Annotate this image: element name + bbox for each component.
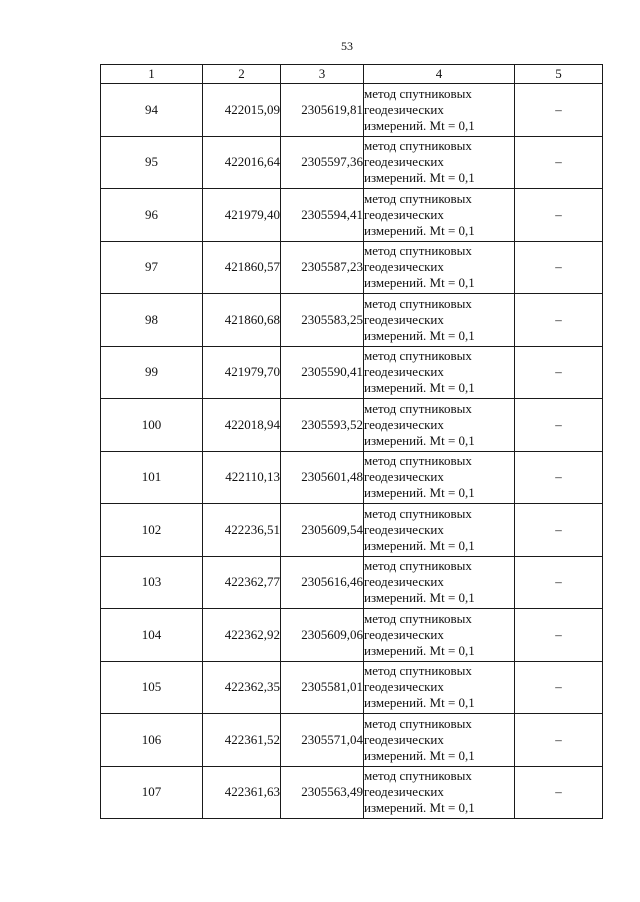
point-number: 101 [101,451,203,504]
column-header-2: 2 [203,65,281,84]
coordinate-y: 2305581,01 [281,661,364,714]
coordinate-x: 422362,35 [203,661,281,714]
table-row [101,556,603,609]
point-number: 94 [101,84,203,137]
note-cell: – [515,399,603,452]
coordinate-y: 2305590,41 [281,346,364,399]
table-row [101,346,603,399]
column-header-1: 1 [101,65,203,84]
point-number: 98 [101,294,203,347]
coordinate-y: 2305571,04 [281,714,364,767]
column-header-3: 3 [281,65,364,84]
note-cell: – [515,504,603,557]
table-row [101,714,603,767]
column-header-5: 5 [515,65,603,84]
note-cell: – [515,241,603,294]
point-number: 97 [101,241,203,294]
note-cell: – [515,136,603,189]
method-description: метод спутниковых геодезических измерений. Mt = 0,1 [364,766,515,819]
coordinate-x: 422016,64 [203,136,281,189]
note-cell: – [515,451,603,504]
table-body [101,84,603,819]
coordinate-x: 422018,94 [203,399,281,452]
table-header-row [101,65,603,84]
note-cell: – [515,556,603,609]
note-cell: – [515,84,603,137]
table-row [101,294,603,347]
coordinate-x: 422361,52 [203,714,281,767]
coordinate-y: 2305609,54 [281,504,364,557]
method-description: метод спутниковых геодезических измерений. Mt = 0,1 [364,84,515,137]
coordinate-x: 421860,57 [203,241,281,294]
note-cell: – [515,714,603,767]
note-cell: – [515,609,603,662]
method-description: метод спутниковых геодезических измерений. Mt = 0,1 [364,241,515,294]
coordinate-y: 2305609,06 [281,609,364,662]
point-number: 105 [101,661,203,714]
coordinate-y: 2305619,81 [281,84,364,137]
coordinate-x: 422362,77 [203,556,281,609]
coordinate-y: 2305616,46 [281,556,364,609]
coordinate-x: 421979,40 [203,189,281,242]
table-row [101,504,603,557]
note-cell: – [515,294,603,347]
coordinate-y: 2305563,49 [281,766,364,819]
point-number: 95 [101,136,203,189]
point-number: 100 [101,399,203,452]
point-number: 103 [101,556,203,609]
column-header-4: 4 [364,65,515,84]
coordinate-x: 422361,63 [203,766,281,819]
method-description: метод спутниковых геодезических измерений. Mt = 0,1 [364,609,515,662]
method-description: метод спутниковых геодезических измерений. Mt = 0,1 [364,399,515,452]
table-row [101,399,603,452]
method-description: метод спутниковых геодезических измерений. Mt = 0,1 [364,294,515,347]
table-row [101,241,603,294]
table-row [101,451,603,504]
method-description: метод спутниковых геодезических измерений. Mt = 0,1 [364,136,515,189]
page-number: 53 [341,39,353,53]
point-number: 96 [101,189,203,242]
coordinate-x: 422015,09 [203,84,281,137]
method-description: метод спутниковых геодезических измерений. Mt = 0,1 [364,556,515,609]
note-cell: – [515,189,603,242]
point-number: 99 [101,346,203,399]
coordinate-x: 422110,13 [203,451,281,504]
coordinate-x: 422236,51 [203,504,281,557]
coordinate-y: 2305593,52 [281,399,364,452]
coordinate-y: 2305601,48 [281,451,364,504]
note-cell: – [515,661,603,714]
coordinate-y: 2305587,23 [281,241,364,294]
method-description: метод спутниковых геодезических измерений. Mt = 0,1 [364,346,515,399]
coordinate-x: 421860,68 [203,294,281,347]
coordinate-x: 422362,92 [203,609,281,662]
coordinates-table [100,64,603,819]
coordinate-x: 421979,70 [203,346,281,399]
method-description: метод спутниковых геодезических измерений. Mt = 0,1 [364,661,515,714]
table-row [101,661,603,714]
note-cell: – [515,346,603,399]
point-number: 102 [101,504,203,557]
table-row [101,189,603,242]
table-row [101,84,603,137]
note-cell: – [515,766,603,819]
point-number: 104 [101,609,203,662]
point-number: 106 [101,714,203,767]
coordinate-y: 2305594,41 [281,189,364,242]
table-row [101,136,603,189]
coordinate-y: 2305583,25 [281,294,364,347]
method-description: метод спутниковых геодезических измерений. Mt = 0,1 [364,451,515,504]
table-row [101,609,603,662]
method-description: метод спутниковых геодезических измерений. Mt = 0,1 [364,714,515,767]
coordinate-y: 2305597,36 [281,136,364,189]
point-number: 107 [101,766,203,819]
method-description: метод спутниковых геодезических измерений. Mt = 0,1 [364,189,515,242]
method-description: метод спутниковых геодезических измерений. Mt = 0,1 [364,504,515,557]
table-row [101,766,603,819]
